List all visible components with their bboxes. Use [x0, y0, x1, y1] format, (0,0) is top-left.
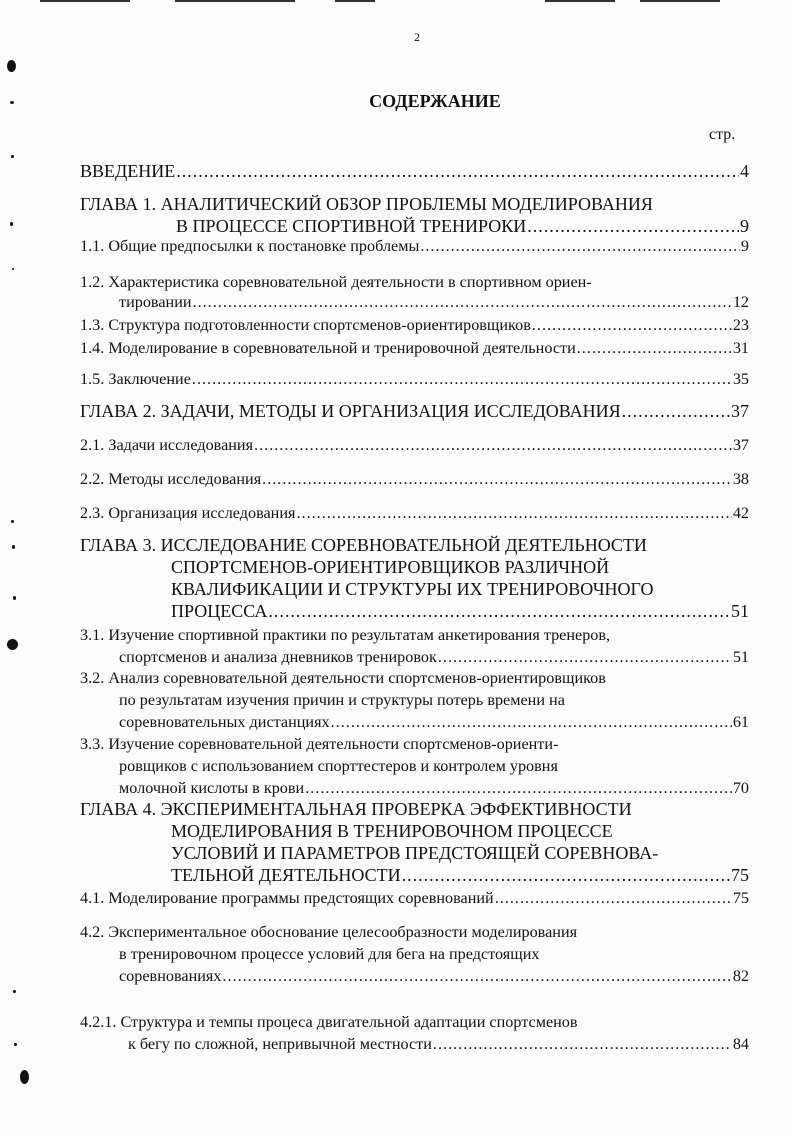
dot-leader	[192, 369, 732, 389]
toc-entry-line	[80, 469, 749, 489]
toc-entry-title: 1.5. Заключение	[80, 370, 191, 388]
toc-entry-line	[176, 215, 749, 237]
toc-page-number: 82	[732, 967, 749, 985]
dot-leader	[262, 469, 732, 489]
toc-entry-line	[80, 503, 749, 523]
toc-entry-title: ТЕЛЬНОЙ ДЕЯТЕЛЬНОСТИ	[171, 865, 401, 885]
dot-leader	[495, 888, 732, 908]
toc-page-number: 12	[732, 293, 749, 311]
page-column-label: стр.	[709, 126, 736, 143]
toc-entry-line	[119, 778, 749, 798]
toc-entry-line	[80, 369, 749, 389]
page-number: 2	[414, 30, 420, 44]
toc-entry-line	[80, 160, 749, 182]
toc-entry-line: ровщиков с использованием спорттестеров и контролем уровня	[119, 757, 558, 775]
dot-leader	[532, 315, 732, 335]
dot-leader	[433, 1034, 732, 1054]
toc-entry-line	[80, 236, 749, 256]
toc-entry-line: МОДЕЛИРОВАНИЯ В ТРЕНИРОВОЧНОМ ПРОЦЕССЕ	[171, 821, 613, 841]
toc-entry-line: ГЛАВА 4. ЭКСПЕРИМЕНТАЛЬНАЯ ПРОВЕРКА ЭФФЕКТИВНОСТИ	[80, 799, 632, 819]
toc-page-number: 42	[732, 504, 749, 522]
toc-entry-line	[119, 292, 749, 312]
dot-leader	[420, 236, 740, 256]
dot-leader	[268, 600, 730, 622]
toc-entry-title: соревновательных дистанциях	[119, 713, 330, 731]
toc-entry-line: 3.2. Анализ соревновательной деятельности спортсменов-ориентировщиков	[80, 669, 606, 687]
dot-leader	[296, 503, 731, 523]
toc-entry-title: 2.1. Задачи исследования	[80, 436, 254, 454]
toc-entry-line: 1.2. Характеристика соревновательной деятельности в спортивном ориен-	[80, 273, 592, 291]
dot-leader	[577, 338, 732, 358]
toc-page-number: 75	[732, 889, 749, 907]
toc-page-number: 61	[732, 713, 749, 731]
toc-entry-title: 2.2. Методы исследования	[80, 470, 262, 488]
toc-entry-line	[119, 647, 749, 667]
toc-page-number: 51	[732, 648, 749, 666]
toc-entry-title: тировании	[119, 293, 192, 311]
page-title: СОДЕРЖАНИЕ	[369, 91, 501, 111]
toc-entry-title: 1.4. Моделирование в соревновательной и тренировочной деятельности	[80, 339, 576, 357]
toc-entry-title: 4.1. Моделирование программы предстоящих соревнований	[80, 889, 494, 907]
toc-page-number: 75	[731, 865, 749, 885]
toc-entry-line	[80, 338, 749, 358]
toc-page-number: 37	[731, 401, 749, 421]
toc-entry-line: СПОРТСМЕНОВ-ОРИЕНТИРОВЩИКОВ РАЗЛИЧНОЙ	[171, 557, 610, 577]
dot-leader	[527, 215, 739, 237]
toc-page-number: 35	[732, 370, 749, 388]
toc-entry-title: В ПРОЦЕССЕ СПОРТИВНОЙ ТРЕНИРОКИ	[176, 216, 527, 236]
toc-entry-line	[80, 400, 749, 422]
toc-entry-title: молочной кислоты в крови	[119, 779, 305, 797]
toc-entry-line: ГЛАВА 1. АНАЛИТИЧЕСКИЙ ОБЗОР ПРОБЛЕМЫ МОДЕЛИРОВАНИЯ	[80, 194, 653, 214]
toc-entry-line	[80, 888, 749, 908]
dot-leader	[176, 160, 739, 182]
toc-page-number: 9	[740, 237, 749, 255]
toc-entry-line: КВАЛИФИКАЦИИ И СТРУКТУРЫ ИХ ТРЕНИРОВОЧНОГО	[171, 579, 654, 599]
toc-entry-title: соревнованиях	[119, 967, 222, 985]
toc-page-number: 51	[731, 601, 749, 621]
toc-page-number: 23	[732, 316, 749, 334]
toc-entry-title: 1.3. Структура подготовленности спортсменов-ориентировщиков	[80, 316, 531, 334]
toc-entry-line	[128, 1034, 749, 1054]
toc-entry-line: по результатам изучения причин и структуры потерь времени на	[119, 691, 565, 709]
dot-leader	[305, 778, 732, 798]
toc-entry-title: 1.1. Общие предпосылки к постановке проблемы	[80, 237, 420, 255]
dot-leader	[254, 435, 732, 455]
toc-entry-line	[80, 315, 749, 335]
dot-leader	[622, 400, 730, 422]
scan-top-edge	[0, 0, 792, 3]
toc-entry-title: спортсменов и анализа дневников тренировок	[119, 648, 437, 666]
toc-entry-title: ВВЕДЕНИЕ	[80, 161, 176, 181]
toc-page-number: 9	[740, 216, 749, 236]
toc-entry-title: к бегу по сложной, непривычной местности	[128, 1035, 432, 1053]
toc-page-number: 4	[740, 161, 749, 181]
toc-entry-line: 4.2.1. Структура и темпы процеса двигательной адаптации спортсменов	[80, 1013, 578, 1031]
toc-entry-line	[171, 864, 749, 886]
toc-page-number: 31	[732, 339, 749, 357]
dot-leader	[193, 292, 732, 312]
toc-entry-line: 3.1. Изучение спортивной практики по результатам анкетирования тренеров,	[80, 626, 611, 644]
dot-leader	[402, 864, 730, 886]
dot-leader	[331, 712, 732, 732]
toc-entry-line	[119, 712, 749, 732]
toc-entry-line	[171, 600, 749, 622]
toc-entry-line	[80, 435, 749, 455]
toc-entry-line	[119, 966, 749, 986]
dot-leader	[438, 647, 732, 667]
dot-leader	[222, 966, 731, 986]
toc-entry-title: ПРОЦЕССА	[171, 601, 268, 621]
toc-page-number: 70	[732, 779, 749, 797]
toc-page-number: 38	[732, 470, 749, 488]
toc-entry-title: ГЛАВА 2. ЗАДАЧИ, МЕТОДЫ И ОРГАНИЗАЦИЯ ИССЛЕДОВАНИЯ	[80, 401, 621, 421]
toc-entry-line: 3.3. Изучение соревновательной деятельности спортсменов-ориенти-	[80, 735, 559, 753]
toc-entry-line: ГЛАВА 3. ИССЛЕДОВАНИЕ СОРЕВНОВАТЕЛЬНОЙ ДЕЯТЕЛЬНОСТИ	[80, 535, 647, 555]
toc-page-number: 84	[732, 1035, 749, 1053]
toc-page-number: 37	[732, 436, 749, 454]
toc-entry-line: 4.2. Экспериментальное обоснование целесообразности моделирования	[80, 923, 578, 941]
toc-entry-title: 2.3. Организация исследования	[80, 504, 296, 522]
toc-entry-line: в тренировочном процессе условий для бега на предстоящих	[119, 945, 540, 963]
toc-entry-line: УСЛОВИЙ И ПАРАМЕТРОВ ПРЕДСТОЯЩЕЙ СОРЕВНОВА-	[171, 843, 659, 863]
